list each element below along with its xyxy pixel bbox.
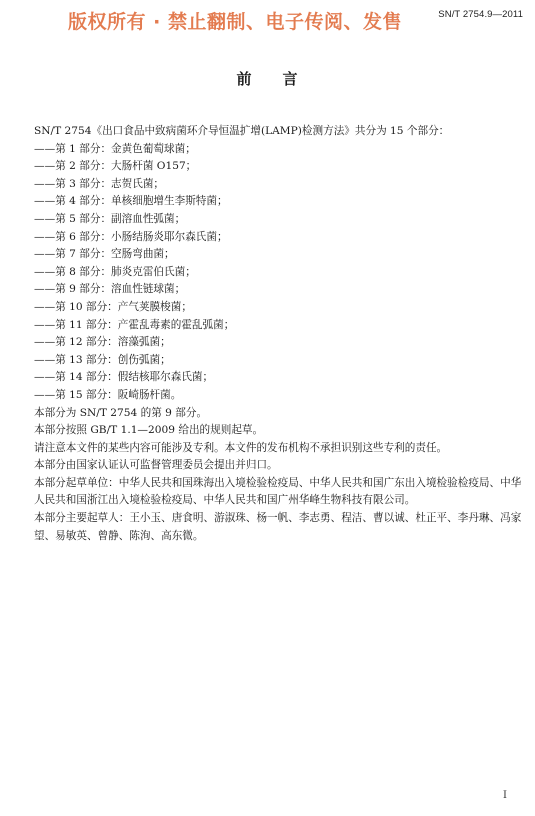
part-statement-paragraph: 本部分为 SN/T 2754 的第 9 部分。 (34, 406, 208, 419)
drafting-rules-paragraph: 本部分按照 GB/T 1.1—2009 给出的规则起草。 (34, 424, 264, 437)
proposer-paragraph: 本部分由国家认证认可监督管理委员会提出并归口。 (34, 459, 278, 472)
title-char-2: 言 (282, 70, 299, 88)
list-item: ——第 8 部分：肺炎克雷伯氏菌； (34, 265, 196, 278)
page-number: I (503, 790, 507, 801)
foreword-body (12, 123, 528, 545)
list-item: ——第 5 部分：副溶血性弧菌； (34, 212, 186, 225)
list-item: ——第 4 部分：单核细胞增生李斯特菌； (34, 195, 228, 208)
intro-paragraph: SN/T 2754《出口食品中致病菌环介导恒温扩增(LAMP)检测方法》共分为 15 个部分： (34, 125, 450, 137)
drafters-paragraph: 本部分主要起草人：王小玉、唐食明、游淑珠、杨一帆、李志勇、程洁、曹以诚、杜正平、李丹琳、冯家望、易敏英、曾静、陈洵、高东微。 (34, 512, 522, 542)
page-title (0, 68, 535, 89)
drafting-units-paragraph: 本部分起草单位：中华人民共和国珠海出入境检验检疫局、中华人民共和国广东出入境检验检疫局、中华人民共和国浙江出入境检验检疫局、中华人民共和国广州华峰生物科技有限公司。 (34, 476, 522, 507)
title-char-1: 前 (236, 70, 253, 88)
list-item: ——第 14 部分：假结核耶尔森氏菌； (34, 371, 214, 384)
list-item: ——第 15 部分：阪崎肠杆菌。 (34, 388, 182, 401)
patent-notice-paragraph: 请注意本文件的某些内容可能涉及专利。本文件的发布机构不承担识别这些专利的责任。 (34, 441, 448, 454)
list-item: ——第 12 部分：溶藻弧菌； (34, 336, 171, 349)
list-item: ——第 11 部分：产霍乱毒素的霍乱弧菌； (34, 318, 235, 331)
list-item: ——第 6 部分：小肠结肠炎耶尔森氏菌； (34, 230, 228, 243)
list-item: ——第 1 部分：金黄色葡萄球菌； (34, 142, 196, 155)
list-item: ——第 2 部分：大肠杆菌 O157； (34, 160, 197, 173)
parts-list (12, 141, 528, 405)
list-item: ——第 7 部分：空肠弯曲菌； (34, 248, 175, 261)
list-item: ——第 13 部分：创伤弧菌； (34, 353, 171, 366)
list-item: ——第 3 部分：志贺氏菌； (34, 177, 165, 190)
list-item: ——第 9 部分：溶血性链球菌； (34, 283, 186, 296)
list-item: ——第 10 部分：产气荚膜梭菌； (34, 300, 192, 313)
copyright-watermark: 版权所有 · 禁止翻制、电子传阅、发售 (68, 11, 402, 33)
document-id: SN/T 2754.9—2011 (438, 9, 523, 20)
